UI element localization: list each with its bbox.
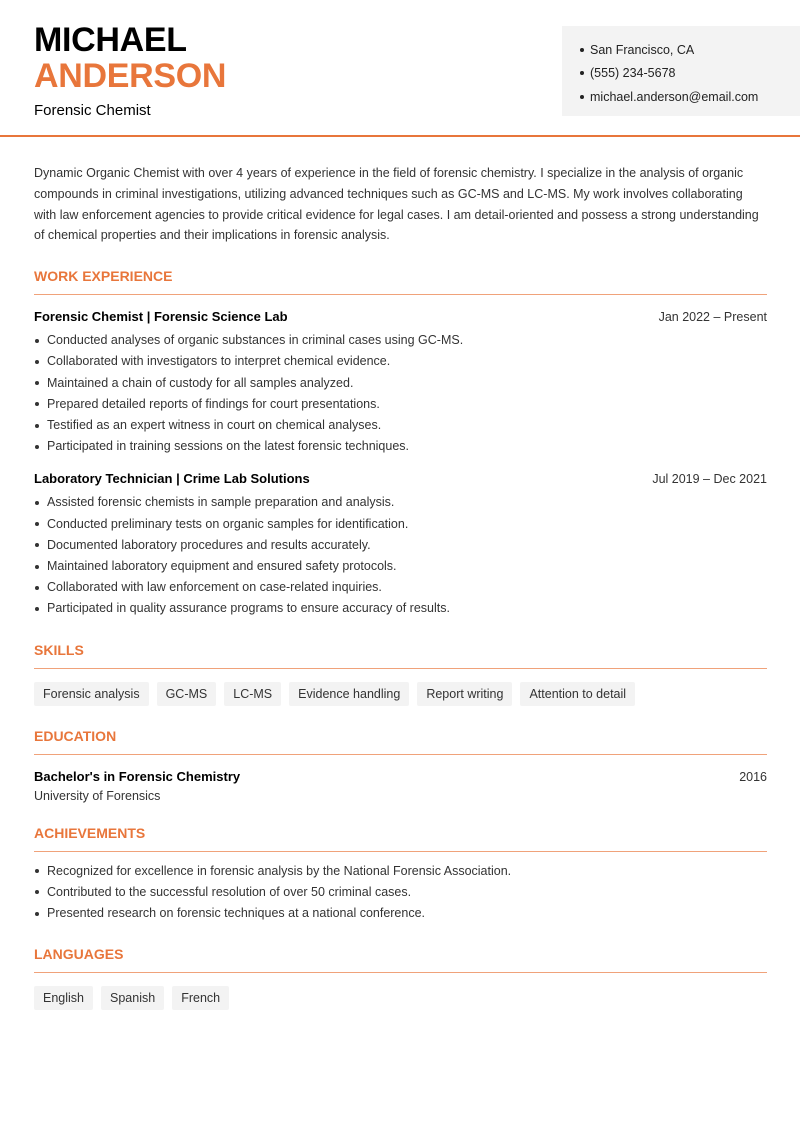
language-tag: English [34, 986, 93, 1010]
list-item [34, 492, 767, 513]
section-title-languages: LANGUAGES [34, 946, 767, 973]
bullet-icon [35, 912, 39, 916]
skills-list [34, 682, 767, 706]
skill-tag: GC-MS [157, 682, 217, 706]
list-item-text: Maintained a chain of custody for all samples analyzed. [47, 375, 354, 390]
list-item [34, 394, 767, 415]
job-title: Forensic Chemist [34, 102, 151, 119]
list-item-text: Participated in quality assurance programs to ensure accuracy of results. [47, 601, 450, 616]
list-item [34, 330, 767, 351]
bullet-icon [580, 95, 584, 99]
list-item-text: Collaborated with investigators to interpret chemical evidence. [47, 354, 391, 369]
list-item [34, 514, 767, 535]
bullet-icon [35, 360, 39, 364]
contact-phone-text: (555) 234-5678 [590, 66, 676, 81]
list-item-text: Collaborated with law enforcement on case-related inquiries. [47, 580, 382, 595]
bullet-icon [35, 339, 39, 343]
list-item-text: Prepared detailed reports of findings for court presentations. [47, 396, 380, 411]
bullet-icon [35, 522, 39, 526]
bullet-icon [35, 607, 39, 611]
achievements-list [34, 861, 767, 925]
list-item [34, 415, 767, 436]
resume-header [0, 0, 800, 137]
bullet-icon [35, 402, 39, 406]
list-item-text: Conducted preliminary tests on organic samples for identification. [47, 516, 409, 531]
list-item-text: Testified as an expert witness in court on chemical analyses. [47, 418, 382, 432]
language-tag: French [172, 986, 229, 1010]
bullet-icon [35, 586, 39, 590]
education-header [34, 769, 767, 784]
list-item [34, 598, 767, 619]
contact-location-text: San Francisco, CA [590, 42, 695, 57]
bullet-icon [35, 424, 39, 428]
list-item-text: Maintained laboratory equipment and ensured safety protocols. [47, 559, 397, 574]
list-item [34, 556, 767, 577]
list-item-text: Assisted forensic chemists in sample preparation and analysis. [47, 495, 395, 510]
job-role: Laboratory Technician | Crime Lab Solutions [34, 471, 310, 487]
bullet-icon [35, 890, 39, 894]
languages-list [34, 986, 767, 1010]
name-block [34, 22, 226, 119]
job-dates: Jul 2019 – Dec 2021 [652, 472, 767, 487]
contact-box [562, 26, 800, 116]
bullet-icon [35, 869, 39, 873]
list-item-text: Conducted analyses of organic substances in criminal cases using GC-MS. [47, 333, 464, 348]
last-name: ANDERSON [34, 57, 227, 95]
list-item [34, 903, 767, 924]
list-item-text: Presented research on forensic techniques at a national conference. [47, 906, 426, 921]
section-title-work: WORK EXPERIENCE [34, 268, 767, 295]
first-name: MICHAEL [34, 21, 187, 59]
job-role: Forensic Chemist | Forensic Science Lab [34, 309, 288, 325]
bullet-icon [580, 48, 584, 52]
bullet-icon [35, 565, 39, 569]
education-year: 2016 [739, 769, 767, 784]
section-title-achievements: ACHIEVEMENTS [34, 825, 767, 852]
education-degree: Bachelor's in Forensic Chemistry [34, 768, 241, 784]
list-item [34, 351, 767, 372]
language-tag: Spanish [101, 986, 164, 1010]
skill-tag: Attention to detail [520, 682, 635, 706]
list-item-text: Participated in training sessions on the latest forensic techniques. [47, 439, 410, 454]
contact-email [580, 85, 800, 109]
job-bullets [34, 330, 767, 457]
skill-tag: LC-MS [224, 682, 281, 706]
job-entry [34, 471, 767, 619]
bullet-icon [580, 71, 584, 75]
bullet-icon [35, 543, 39, 547]
contact-email-text: michael.anderson@email.com [590, 89, 759, 104]
resume-body [34, 163, 767, 1010]
skill-tag: Forensic analysis [34, 682, 149, 706]
job-entry [34, 309, 767, 457]
contact-location [580, 38, 800, 62]
list-item-text: Documented laboratory procedures and results accurately. [47, 537, 371, 552]
section-title-skills: SKILLS [34, 642, 767, 669]
job-bullets [34, 492, 767, 619]
list-item [34, 373, 767, 394]
skill-tag: Evidence handling [289, 682, 409, 706]
list-item [34, 436, 767, 457]
contact-phone [580, 62, 800, 86]
list-item-text: Contributed to the successful resolution of over 50 criminal cases. [47, 884, 412, 899]
list-item [34, 535, 767, 556]
section-title-education: EDUCATION [34, 728, 767, 755]
job-header [34, 309, 767, 324]
list-item [34, 882, 767, 903]
bullet-icon [35, 381, 39, 385]
skill-tag: Report writing [417, 682, 512, 706]
list-item [34, 861, 767, 882]
job-header [34, 471, 767, 486]
job-dates: Jan 2022 – Present [658, 310, 767, 325]
list-item-text: Recognized for excellence in forensic analysis by the National Forensic Association. [47, 863, 512, 878]
bullet-icon [35, 445, 39, 449]
education-school: University of Forensics [34, 788, 161, 803]
profile-summary: Dynamic Organic Chemist with over 4 years of experience in the field of forensic chemistry. I specialize in the analysis of organic compounds in criminal investigations, utilizing advanced techniques such as GC-MS and LC-MS. My work involves collaborating with law enforcement agencies to provide critical evidence for legal cases. I am detail-oriented and possess a strong understanding of chemical properties and their implications in forensic analysis. [34, 166, 759, 243]
list-item [34, 577, 767, 598]
bullet-icon [35, 501, 39, 505]
